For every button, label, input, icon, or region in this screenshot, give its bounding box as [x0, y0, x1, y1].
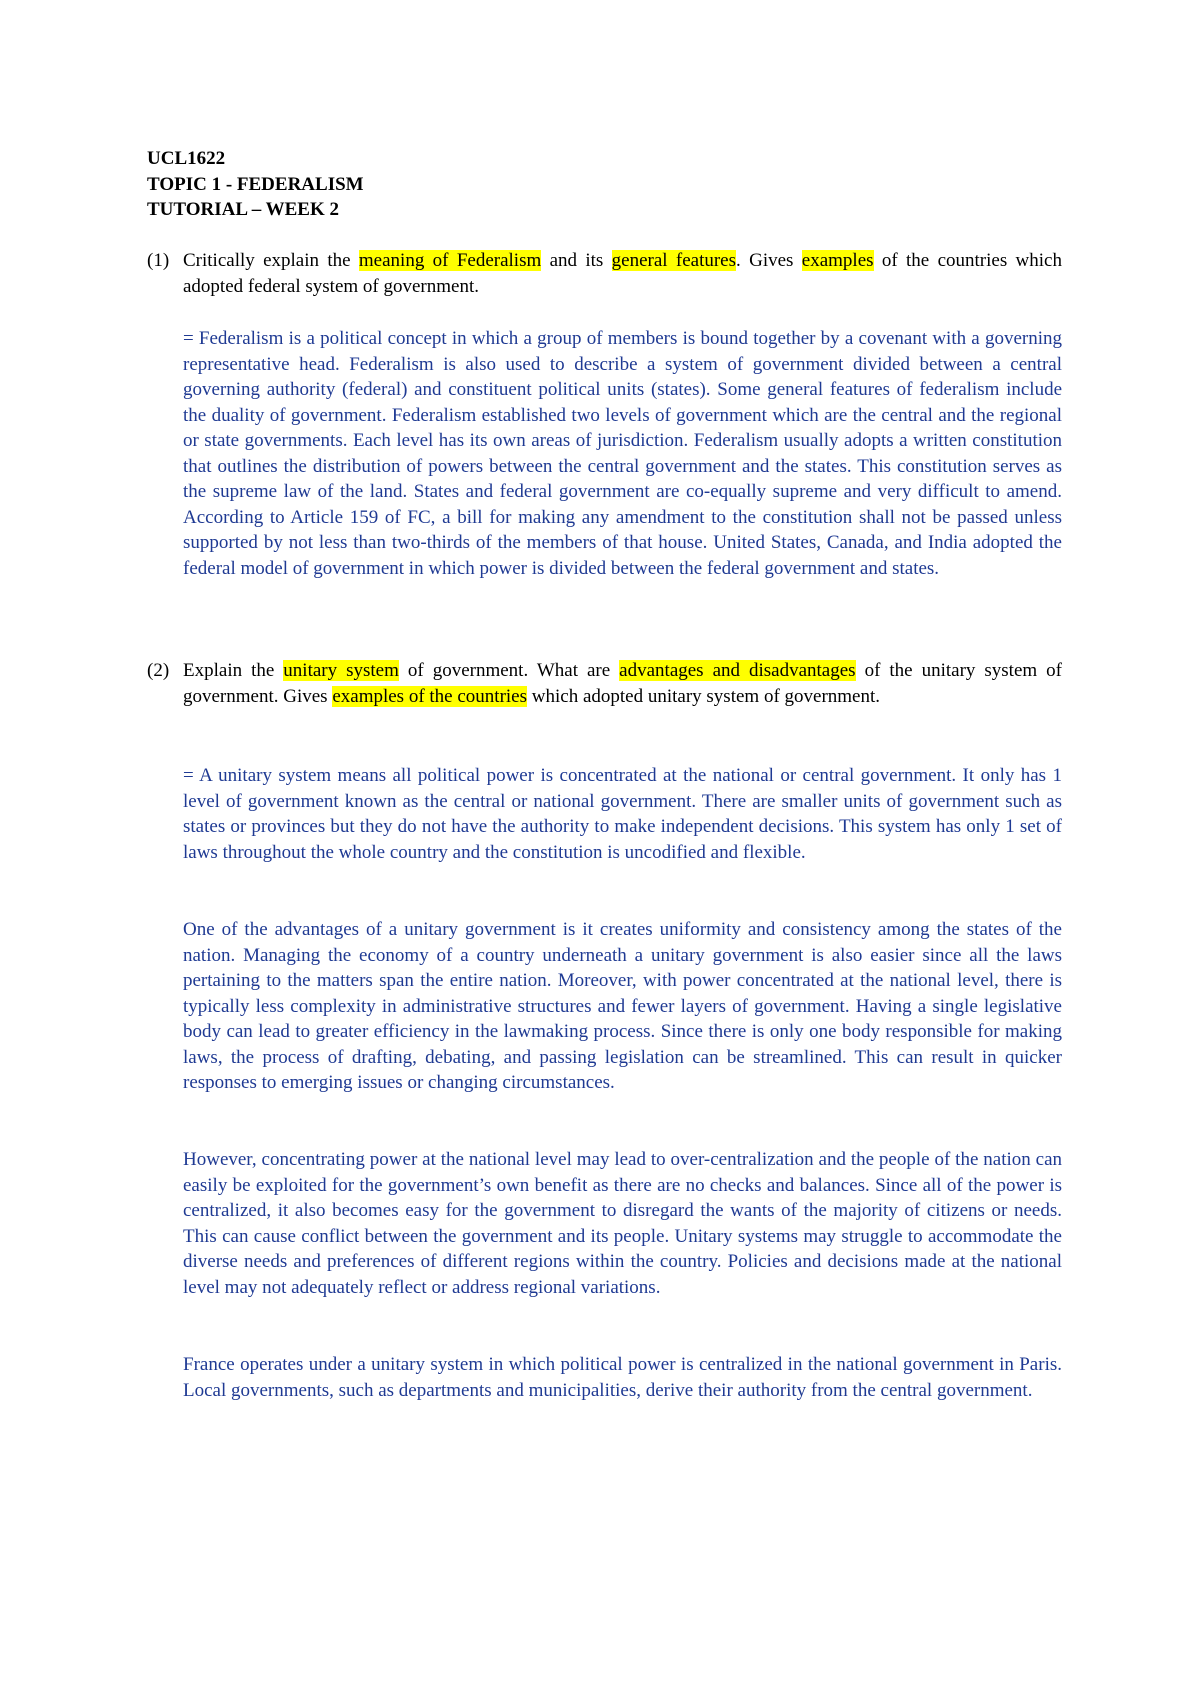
question-1 — [147, 248, 1062, 299]
q2-highlight-examples: examples of the countries — [332, 685, 528, 707]
q1-text-part: and its — [541, 250, 612, 271]
course-code: UCL1622 — [147, 148, 226, 169]
q1-text-part: Critically explain the — [183, 250, 359, 271]
q1-highlight-features: general features — [611, 250, 737, 271]
tutorial-week: TUTORIAL – WEEK 2 — [147, 199, 339, 220]
answer-2-paragraph-3: However, concentrating power at the national level may lead to over-centralization and the people of the nation can easily be exploited for the government’s own benefit as there are no checks and balances. Since all of the power is centralized, it also becomes easy for the government to disregard the wants of the majority of citizens or needs. This can cause conflict between the government and its people. Unitary systems may struggle to accommodate the diverse needs and preferences of different regions within the country. Policies and decisions made at the national level may not adequately reflect or address regional variations. — [183, 1149, 1062, 1298]
q2-text-part: of government. What are — [398, 660, 620, 681]
answer-1 — [183, 326, 1062, 581]
answer-2-paragraph-4: France operates under a unitary system in which political power is centralized in the national government in Paris. Local governments, such as departments and municipalities, derive their authority from the central government. — [183, 1354, 1062, 1401]
question-1-text — [183, 248, 1062, 299]
q1-highlight-examples: examples — [801, 250, 874, 271]
answer-2-advantages — [183, 917, 1062, 1096]
q2-highlight-advantages: advantages and disadvantages — [619, 660, 856, 681]
answer-2-definition — [183, 763, 1062, 865]
answer-1-paragraph: = Federalism is a political concept in which a group of members is bound together by a covenant with a governing representative head. Federalism is also used to describe a system of government divided between a central governing authority (federal) and constituent political units (states). Some general features of federalism include the duality of government. Federalism established two levels of government which are the central and the regional or state governments. Each level has its own areas of jurisdiction. Federalism usually adopts a written constitution that outlines the distribution of powers between the central government and the states. This constitution serves as the supreme law of the land. States and federal government are co-equally supreme and very difficult to amend. According to Article 159 of FC, a bill for making any amendment to the constitution shall not be passed unless supported by not less than two-thirds of the members of that house. United States, Canada, and India adopted the federal model of government in which power is divided between the federal government and states. — [183, 328, 1062, 579]
answer-2-disadvantages — [183, 1147, 1062, 1300]
q2-text-part: of the unitary system of government. Gives — [183, 660, 1062, 707]
q2-text-part: which adopted unitary system of government. — [527, 685, 881, 707]
answer-2-paragraph-2: One of the advantages of a unitary government is it creates uniformity and consistency among the states of the nation. Managing the economy of a country underneath a unitary government is also easier since all the laws pertaining to the matters span the entire nation. Moreover, with power concentrated at the national level, there is typically less complexity in administrative structures and fewer layers of government. Having a single legislative body can lead to greater efficiency in the lawmaking process. Since there is only one body responsible for making laws, the process of drafting, debating, and passing legislation can be streamlined. This can result in quicker responses to emerging issues or changing circumstances. — [183, 919, 1062, 1093]
answer-2-example — [183, 1352, 1062, 1403]
question-2-text — [183, 658, 1062, 709]
q1-text-part: . Gives — [736, 250, 802, 271]
topic-title: TOPIC 1 - FEDERALISM — [147, 173, 364, 195]
question-1-number: (1) — [147, 250, 170, 271]
q1-text-part: of the countries which adopted federal system of government. — [183, 250, 1062, 297]
answer-2-paragraph-1: = A unitary system means all political power is concentrated at the national or central government. It only has 1 level of government known as the central or national government. There are smaller units of government such as states or provinces but they do not have the authority to make independent decisions. This system has only 1 set of laws throughout the whole country and the constitution is uncodified and flexible. — [183, 765, 1062, 863]
q1-highlight-meaning: meaning of Federalism — [358, 250, 542, 271]
question-2 — [147, 658, 1062, 709]
question-2-number: (2) — [147, 660, 170, 681]
q2-text-part: Explain the — [183, 660, 284, 681]
document-header — [147, 146, 364, 223]
q2-highlight-unitary: unitary system — [283, 660, 399, 681]
